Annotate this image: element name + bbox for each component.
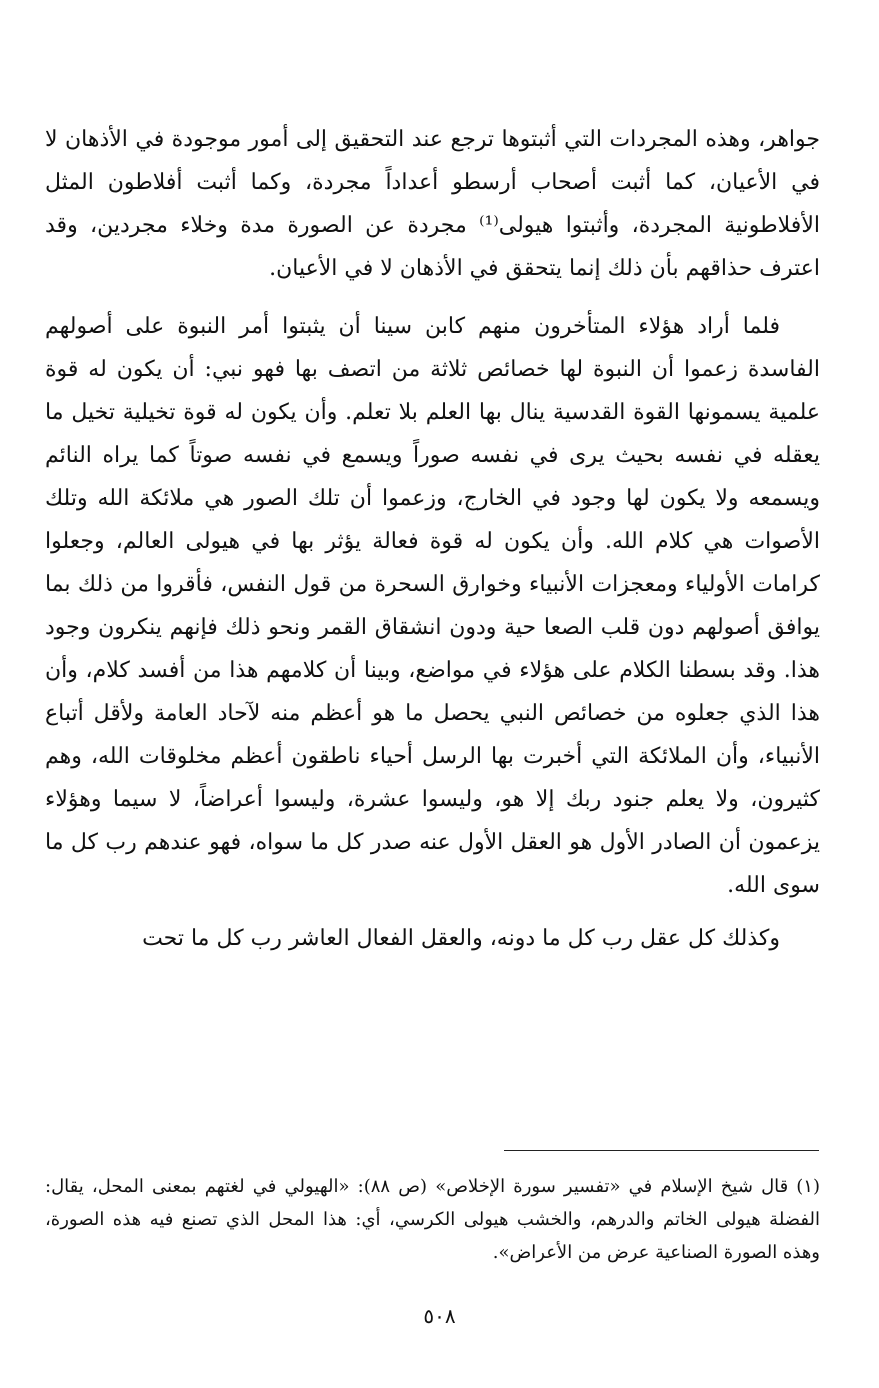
body-paragraph: فلما أراد هؤلاء المتأخرون منهم كابن سينا أن يثبتوا أمر النبوة على أصولهم الفاسدة زعموا أن النبوة لها خصائص ثلاثة من اتصف بها فهو نبي: أن يكون له قوة علمية يسمونها القوة القدسية ينال بها العلم بلا تعلم. وأن يكون له قوة تخيلية تخيل ما يعقله في نفسه بحيث يرى في نفسه صوراً ويسمع في نفسه صوتاً كما يراه النائم ويسمعه ولا يكون لها وجود في الخارج، وزعموا أن تلك الصور هي ملائكة الله وتلك الأصوات هي كلام الله. وأن يكون له قوة فعالة يؤثر بها في هيولى العالم، وجعلوا كرامات الأولياء ومعجزات الأنبياء وخوارق السحرة من قول النفس، فأقروا من ذلك بما يوافق أصولهم دون قلب الصعا حية ودون انشقاق القمر ونحو ذلك فإنهم ينكرون وجود هذا. وقد بسطنا الكلام على هؤلاء في مواضع، وبينا أن كلامهم هذا من أفسد كلام، وأن هذا الذي جعلوه من خصائص النبي يحصل ما هو أعظم منه لآحاد العامة ولأقل أتباع الأنبياء، وأن الملائكة التي أخبرت بها الرسل أحياء ناطقون أعظم مخلوقات الله، وهم كثيرون، ولا يعلم جنود ربك إلا هو، وليسوا عشرة، وليسوا أعراضاً، لا سيما وهؤلاء يزعمون أن الصادر الأول هو العقل الأول عنه صدر كل ما سواه، فهو عندهم رب كل ما سوى الله. [45, 314, 821, 898]
body-paragraph: وكذلك كل عقل رب كل ما دونه، والعقل الفعال العاشر رب كل ما تحت [142, 926, 780, 951]
page-number: ٥٠٨ [423, 1304, 456, 1328]
footnote-marker: (١) [796, 1176, 820, 1197]
footnote-text: قال شيخ الإسلام في «تفسير سورة الإخلاص» (ص ٨٨): «الهيولي في لغتهم بمعنى المحل، يقال: الفضلة هيولى الخاتم والدرهم، والخشب هيولى الكرسي، أي: هذا المحل الذي تصنع فيه هذه الصورة، وهذه الصورة الصناعية عرض من الأعراض». [45, 1176, 820, 1263]
body-paragraph: جواهر، وهذه المجردات التي أثبتوها ترجع عند التحقيق إلى أمور موجودة في الأذهان لا في الأعيان، كما أثبت أصحاب أرسطو أعداداً مجردة، وكما أثبت أفلاطون المثل الأفلاطونية المجردة، وأثبتوا هيولى⁽¹⁾ مجردة عن الصورة مدة وخلاء مجردين، وقد اعترف حذاقهم بأن ذلك إنما يتحقق في الأذهان لا في الأعيان. [45, 127, 820, 281]
page-body [45, 118, 820, 960]
footnote-separator [504, 1150, 819, 1151]
footnote [45, 1170, 820, 1269]
footnotes [45, 1170, 820, 1269]
